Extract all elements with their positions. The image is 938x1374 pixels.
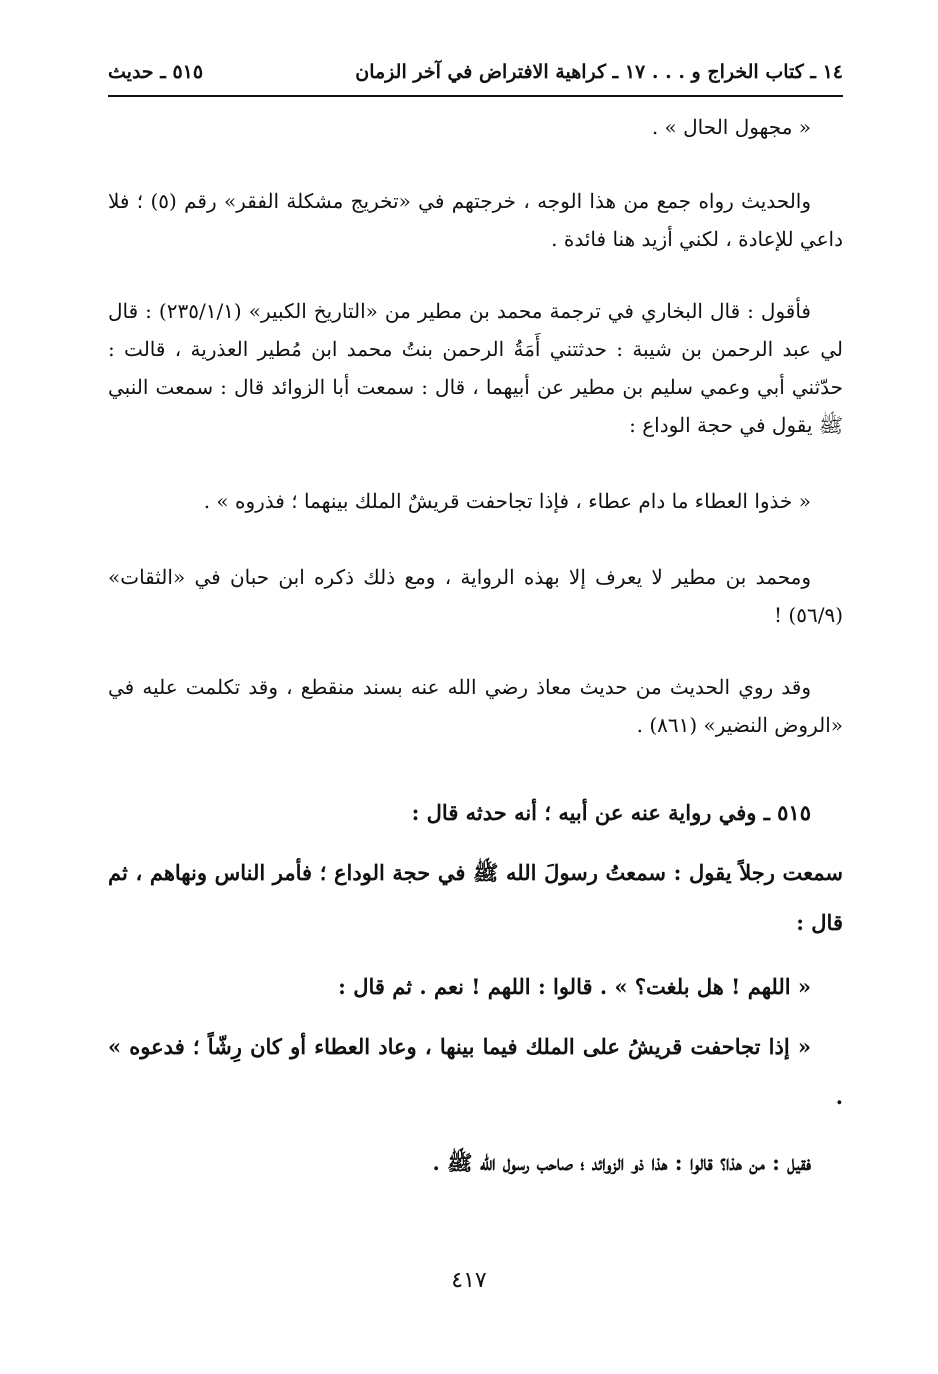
paragraph-ibn-mutir: ومحمد بن مطير لا يعرف إلا بهذه الرواية ، ومع ذلك ذكره ابن حبان في «الثقات» (٥٦/٩) !	[108, 565, 843, 627]
paragraph-majhul: « مجهول الحال » .	[651, 115, 811, 139]
page-number: ٤١٧	[451, 1268, 487, 1293]
paragraph-hadith-quote: « خذوا العطاء ما دام عطاء ، فإذا تجاحفت قريشٌ الملك بينهما ؛ فذروه » .	[203, 489, 811, 513]
paragraph-bukhari: فأقول : قال البخاري في ترجمة محمد بن مطير من «التاريخ الكبير» (٢٣٥/١/١) : قال لي عبد الرحمن بن شيبة : حدثتني أَمَةُ الرحمن بنتُ محمد ابن مُطير العذرية ، قالت : حدّثني أبي وعمي سليم بن مطير عن أبيهما ، قال : سمعت أبا الزوائد قال : سمعت النبي ﷺ يقول في حجة الوداع :	[108, 299, 844, 437]
hadith-text-3: « إذا تجاحفت قريشُ على الملك فيما بينها ، وعاد العطاء أو كان رِشّاً ؛ فدعوه » .	[108, 1034, 843, 1109]
hadith-text-1: سمعت رجلاً يقول : سمعتُ رسولَ الله ﷺ في حجة الوداع ؛ فأمر الناس ونهاهم ، ثم قال :	[108, 860, 843, 935]
running-header	[108, 55, 843, 97]
header-chapter-title: ١٤ ـ كتاب الخراج و . . . ١٧ ـ كراهية الافتراض في آخر الزمان	[355, 61, 843, 83]
hadith-heading: ٥١٥ ـ وفي رواية عنه عن أبيه ؛ أنه حدثه قال :	[411, 800, 811, 825]
paragraph-muadh: وقد روي الحديث من حديث معاذ رضي الله عنه بسند منقطع ، وقد تكلمت عليه في «الروض النضير» (٨٦١) .	[108, 675, 843, 737]
header-rule	[108, 95, 843, 97]
hadith-text-4: فقيل : من هذا؟ قالوا : هذا ذو الزوائد ؛ صاحب رسول الله ﷺ .	[432, 1150, 811, 1175]
header-hadith-number: ٥١٥ ـ حديث	[108, 61, 204, 83]
hadith-text-2: « اللهم ! هل بلغت؟ » . قالوا : اللهم ! نعم . ثم قال :	[338, 974, 811, 999]
paragraph-takhrij: والحديث رواه جمع من هذا الوجه ، خرجتهم في «تخريج مشكلة الفقر» رقم (٥) ؛ فلا داعي للإعادة ، لكني أزيد هنا فائدة .	[108, 189, 843, 251]
